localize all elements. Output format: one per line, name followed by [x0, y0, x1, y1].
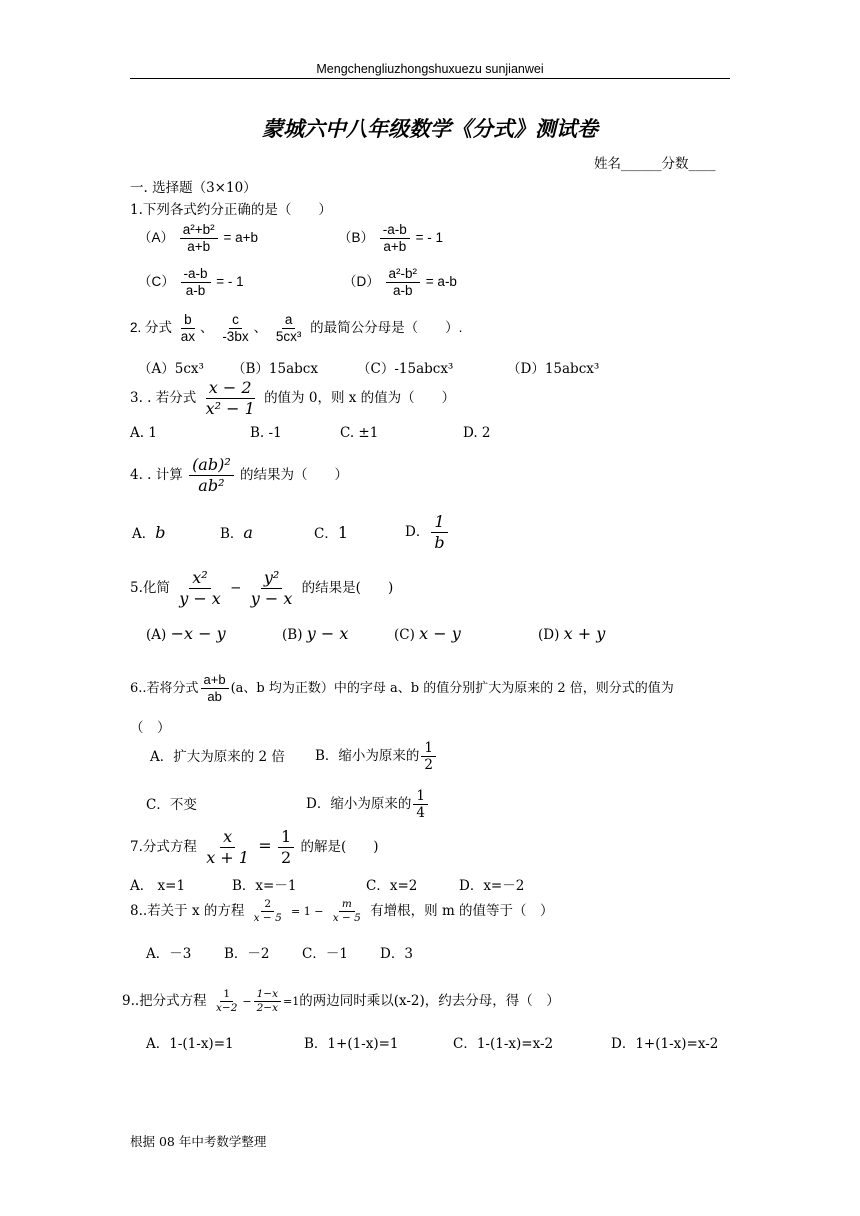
denominator: b — [434, 533, 445, 552]
q8-option-a: A．－3 — [146, 946, 192, 962]
q6-paren: （ ） — [130, 720, 171, 736]
option-label: A． — [132, 526, 156, 542]
denominator: 2 — [424, 757, 434, 773]
q5-option-a — [146, 624, 226, 643]
numerator: 1 — [431, 512, 447, 533]
denominator: 2 — [280, 848, 292, 867]
minus-sign: − — [230, 580, 242, 596]
q2-pre: 2. 分式 — [130, 320, 173, 336]
denominator: 2−x — [256, 1002, 278, 1014]
q2-post: 的最简公分母是（ ）. — [310, 320, 463, 336]
numerator: x − 2 — [206, 378, 255, 399]
page-footer: 根据 08 年中考数学整理 — [130, 1134, 267, 1149]
q2-stem — [130, 312, 462, 345]
q3-option-c: C. ±1 — [340, 425, 379, 441]
option-value: x + y — [563, 624, 606, 643]
equals-sign: = — [258, 836, 272, 855]
denominator: a+b — [383, 239, 407, 254]
option-value: b — [155, 523, 166, 542]
q8-option-b: B．－2 — [224, 946, 270, 962]
q6-pre: 6..若将分式 — [130, 681, 199, 696]
q8-option-c: C．－1 — [302, 946, 348, 962]
q8-post: 有增根，则 m 的值等于（ ） — [370, 903, 554, 919]
result: = a+b — [223, 230, 258, 246]
q3-option-b: B. -1 — [250, 425, 282, 441]
numerator: x — [220, 827, 235, 848]
numerator: a — [282, 312, 296, 329]
denominator: -3bx — [222, 329, 249, 344]
q1-option-d — [343, 266, 457, 299]
page-title: 蒙城六中八年级数学《分式》测试卷 — [262, 116, 598, 141]
denominator: a-b — [393, 283, 413, 298]
numerator: 1 — [413, 788, 428, 805]
q7-pre: 7.分式方程 — [130, 839, 197, 855]
minus-sign: − — [242, 995, 252, 1008]
q4-option-b — [220, 522, 253, 542]
q6-option-a: A．扩大为原来的 2 倍 — [150, 749, 285, 765]
numerator: -a-b — [380, 222, 410, 239]
option-label: （A） — [138, 230, 175, 246]
numerator: x² — [189, 568, 210, 589]
option-label: (A) — [146, 627, 167, 643]
q3-option-a: A. 1 — [130, 425, 157, 441]
q4-option-a — [132, 522, 166, 542]
q2-option-a: （A）5cx³ — [138, 361, 204, 377]
q4-option-d — [405, 512, 450, 553]
option-text: D．缩小为原来的 — [306, 796, 412, 812]
option-label: (C) — [394, 627, 415, 643]
separator: 、 — [253, 320, 268, 336]
q5-pre: 5.化简 — [130, 580, 170, 596]
q1-option-b — [338, 222, 443, 255]
numerator: 1−x — [254, 988, 281, 1002]
option-label: （C） — [138, 274, 175, 290]
q7-post: 的解是( ) — [300, 839, 379, 855]
option-label: (B) — [282, 627, 303, 643]
q7-option-c: C．x=2 — [366, 878, 418, 894]
denominator: y − x — [250, 589, 293, 608]
q1-option-c — [138, 266, 244, 299]
numerator: 2 — [261, 898, 274, 912]
q5-option-b — [282, 624, 348, 643]
q9-option-d: D．1+(1-x)=x-2 — [611, 1036, 719, 1052]
q7-stem — [130, 827, 379, 868]
q4-stem — [130, 455, 348, 496]
name-score-line: 姓名______分数____ — [594, 156, 716, 172]
numerator: 1 — [278, 827, 294, 848]
q9-option-b: B．1+(1-x)=1 — [304, 1036, 399, 1052]
result: = - 1 — [415, 230, 443, 246]
option-value: y − x — [306, 624, 349, 643]
option-value: a — [243, 523, 253, 542]
denominator: ab² — [198, 476, 225, 495]
denominator: x−2 — [215, 1002, 238, 1014]
numerator: (ab)² — [189, 455, 234, 476]
q9-stem — [122, 988, 560, 1015]
denominator: ab — [207, 689, 222, 704]
numerator: b — [181, 312, 195, 329]
numerator: -a-b — [181, 266, 211, 283]
q1-stem: 1.下列各式约分正确的是（ ） — [130, 202, 332, 218]
q3-pre: 3. . 若分式 — [130, 390, 197, 406]
q2-option-c: （C）-15abcx³ — [357, 361, 454, 377]
option-value: x − y — [419, 624, 461, 643]
denominator: ax — [180, 329, 196, 344]
q2-option-b: （B）15abcx — [232, 361, 318, 377]
section-heading: 一. 选择题（3×10） — [130, 180, 257, 196]
denominator: y − x — [179, 589, 221, 608]
q8-pre: 8..若关于 x 的方程 — [130, 903, 245, 919]
numerator: 1 — [220, 988, 233, 1002]
result: = a-b — [425, 274, 457, 290]
equation-middle: = 1 − — [291, 905, 324, 918]
numerator: m — [339, 898, 355, 912]
q7-option-a: A． x=1 — [130, 878, 186, 894]
numerator: 1 — [421, 740, 436, 757]
q3-option-d: D. 2 — [463, 425, 491, 441]
q9-post: 的两边同时乘以(x-2)，约去分母，得（ ） — [299, 993, 560, 1009]
denominator: 5cx³ — [275, 329, 302, 344]
q9-option-a: A．1-(1-x)=1 — [146, 1036, 234, 1052]
denominator: a+b — [187, 239, 211, 254]
q6-option-d — [306, 788, 430, 821]
q6-stem — [130, 672, 674, 705]
q3-stem — [130, 378, 455, 419]
option-label: （B） — [338, 230, 375, 246]
q6-post: (a、b 均为正数）中的字母 a、b 的值分别扩大为原来的 2 倍，则分式的值为 — [230, 681, 674, 696]
q5-option-d — [538, 624, 605, 643]
q9-option-c: C．1-(1-x)=x-2 — [453, 1036, 554, 1052]
q6-option-c: C．不变 — [146, 797, 197, 813]
denominator: x − 5 — [253, 912, 282, 924]
q9-pre: 9..把分式方程 — [122, 993, 207, 1009]
option-label: （D） — [343, 274, 380, 290]
q7-option-b: B．x=－1 — [232, 878, 297, 894]
numerator: a²+b² — [180, 222, 218, 239]
q8-option-d: D．3 — [380, 946, 413, 962]
q8-stem — [130, 898, 554, 925]
q3-post: 的值为 0，则 x 的值为（ ） — [264, 390, 456, 406]
q5-stem — [130, 568, 393, 609]
result: = - 1 — [216, 274, 244, 290]
option-label: B． — [220, 526, 244, 542]
option-value: 1 — [337, 523, 349, 542]
option-label: D． — [405, 524, 430, 540]
q4-option-c — [314, 522, 348, 542]
option-label: (D) — [538, 627, 560, 643]
q4-post: 的结果为（ ） — [240, 467, 349, 483]
q2-option-d: （D）15abcx³ — [507, 361, 600, 377]
denominator: a-b — [185, 283, 206, 298]
numerator: a²-b² — [386, 266, 421, 283]
equals-part: =1 — [283, 995, 300, 1008]
denominator: 4 — [416, 805, 425, 821]
q1-option-a — [138, 222, 258, 255]
denominator: x² − 1 — [205, 399, 255, 418]
header-rule — [130, 78, 730, 79]
q5-option-c — [394, 624, 461, 643]
q5-post: 的结果是( ) — [301, 580, 394, 596]
option-label: C． — [314, 526, 338, 542]
q4-pre: 4. . 计算 — [130, 467, 183, 483]
q7-option-d: D．x=－2 — [459, 878, 525, 894]
option-text: B．缩小为原来的 — [315, 748, 420, 764]
q6-option-b — [315, 740, 438, 773]
page-header: Mengchengliuzhongshuxuezu sunjianwei — [316, 62, 544, 76]
separator: 、 — [200, 320, 214, 336]
option-value: −x − y — [170, 624, 226, 643]
numerator: a+b — [201, 672, 229, 689]
denominator: x − 5 — [332, 912, 361, 924]
numerator: c — [229, 312, 242, 329]
numerator: y² — [261, 568, 282, 589]
denominator: x + 1 — [206, 848, 249, 867]
